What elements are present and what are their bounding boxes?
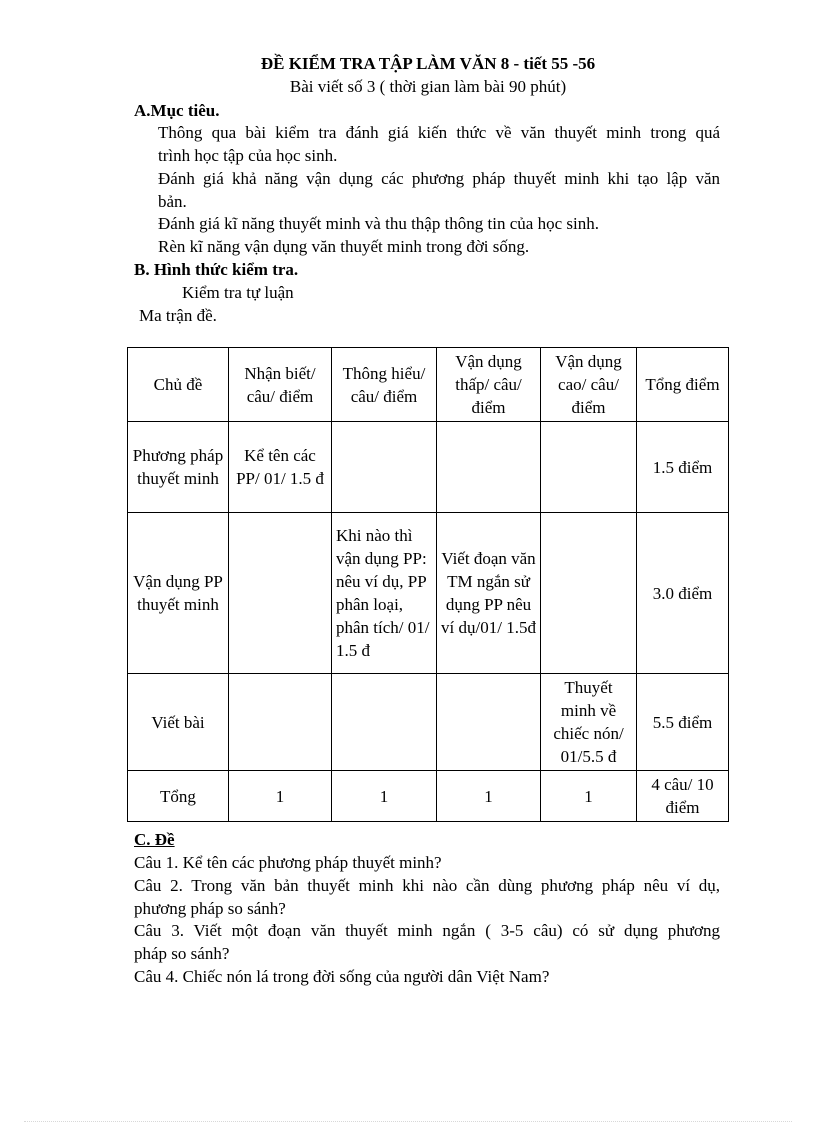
question-4: Câu 4. Chiếc nón lá trong đời sống của người dân Việt Nam? — [134, 967, 550, 986]
table-cell: 1 — [332, 771, 437, 822]
table-cell — [332, 422, 437, 513]
question-3-line-2: pháp so sánh? — [134, 944, 230, 963]
section-a-paragraph-2-line-1: Đánh giá khả năng vận dụng các phương pháp thuyết minh khi tạo lập văn — [158, 169, 720, 188]
test-matrix-table — [127, 347, 729, 822]
section-a-paragraph-4: Rèn kĩ năng vận dụng văn thuyết minh trong đời sống. — [158, 237, 530, 256]
table-cell: 4 câu/ 10 điểm — [637, 771, 729, 822]
section-b-heading: B. Hình thức kiểm tra. — [134, 260, 299, 279]
table-cell: Vận dụng PP thuyết minh — [128, 513, 229, 674]
table-cell: Thuyết minh về chiếc nón/ 01/5.5 đ — [541, 674, 637, 771]
header-cell-recognition: Nhận biết/ câu/ điểm — [229, 348, 332, 422]
page-bottom-divider — [24, 1121, 792, 1122]
table-cell: Kể tên các PP/ 01/ 1.5 đ — [229, 422, 332, 513]
exam-form: Kiểm tra tự luận — [182, 283, 294, 302]
table-cell — [229, 674, 332, 771]
table-cell: 1.5 điểm — [637, 422, 729, 513]
table-cell — [332, 674, 437, 771]
document-title: ĐỀ KIỂM TRA TẬP LÀM VĂN 8 - tiết 55 -56 — [260, 54, 596, 73]
section-a-heading: A.Mục tiêu. — [134, 101, 220, 120]
table-cell: Khi nào thì vận dụng PP: nêu ví dụ, PP phân loại, phân tích/ 01/ 1.5 đ — [332, 513, 437, 674]
table-row — [128, 513, 729, 674]
table-cell — [437, 422, 541, 513]
table-header-row — [128, 348, 729, 422]
table-cell: Viết đoạn văn TM ngắn sử dụng PP nêu ví dụ/01/ 1.5đ — [437, 513, 541, 674]
table-row — [128, 422, 729, 513]
section-a-paragraph-1-line-1: Thông qua bài kiểm tra đánh giá kiến thức về văn thuyết minh trong quá — [158, 123, 720, 142]
table-cell: Viết bài — [128, 674, 229, 771]
table-cell: 1 — [229, 771, 332, 822]
table-cell: 5.5 điểm — [637, 674, 729, 771]
section-a-paragraph-2-line-2: bản. — [158, 192, 187, 211]
table-cell: Phương pháp thuyết minh — [128, 422, 229, 513]
section-c-heading: C. Đề — [134, 830, 175, 849]
table-cell — [437, 674, 541, 771]
table-cell: 1 — [437, 771, 541, 822]
question-2-line-2: phương pháp so sánh? — [134, 899, 286, 918]
header-cell-high-application: Vận dụng cao/ câu/ điểm — [541, 348, 637, 422]
matrix-label: Ma trận đề. — [139, 306, 217, 325]
header-cell-topic: Chủ đề — [128, 348, 229, 422]
header-cell-low-application: Vận dụng thấp/ câu/ điểm — [437, 348, 541, 422]
table-cell: 1 — [541, 771, 637, 822]
table-total-row — [128, 771, 729, 822]
table-row — [128, 674, 729, 771]
document-subtitle: Bài viết số 3 ( thời gian làm bài 90 phút) — [289, 77, 567, 96]
header-cell-comprehension: Thông hiểu/ câu/ điểm — [332, 348, 437, 422]
table-cell — [541, 422, 637, 513]
question-2-line-1: Câu 2. Trong văn bản thuyết minh khi nào cần dùng phương pháp nêu ví dụ, — [134, 876, 720, 895]
table-cell — [229, 513, 332, 674]
header-cell-total: Tổng điểm — [637, 348, 729, 422]
section-a-paragraph-3: Đánh giá kĩ năng thuyết minh và thu thập thông tin của học sinh. — [158, 214, 599, 233]
table-cell — [541, 513, 637, 674]
question-3-line-1: Câu 3. Viết một đoạn văn thuyết minh ngắn ( 3-5 câu) có sử dụng phương — [134, 921, 720, 940]
table-cell: 3.0 điểm — [637, 513, 729, 674]
section-a-paragraph-1-line-2: trình học tập của học sinh. — [158, 146, 338, 165]
table-cell: Tổng — [128, 771, 229, 822]
question-1: Câu 1. Kể tên các phương pháp thuyết minh? — [134, 853, 442, 872]
